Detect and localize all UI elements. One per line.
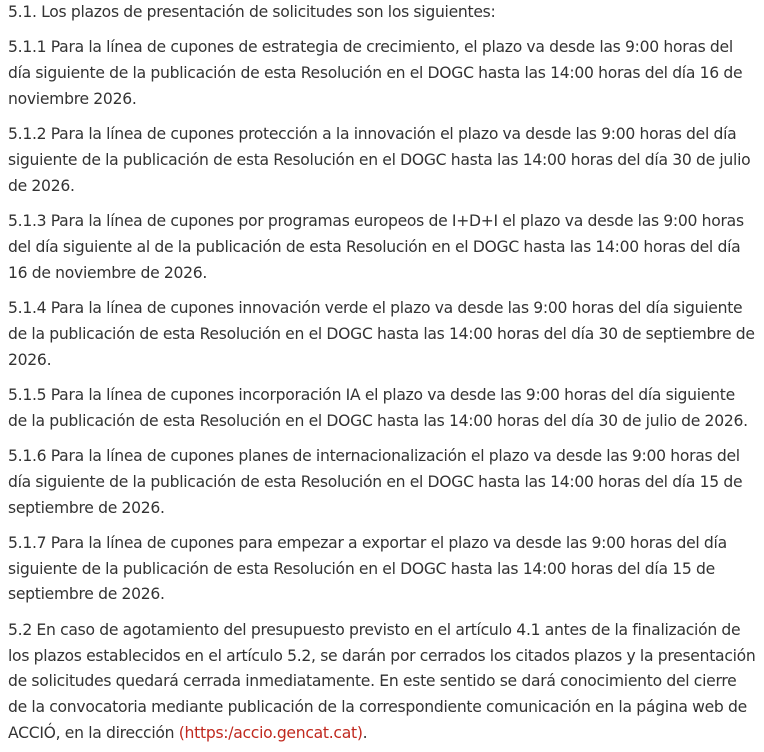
- item-5-1-2: 5.1.2 Para la línea de cupones protección a la innovación el plazo va desde las 9:00 horas del día siguiente de la publicación de esta Resolución en el DOGC hasta las 14:00 horas del día 30 de julio de 2026.: [8, 125, 751, 195]
- item-5-1-4: 5.1.4 Para la línea de cupones innovación verde el plazo va desde las 9:00 horas del día siguiente de la publicación de esta Resolución en el DOGC hasta las 14:00 horas del día 30 de septiembre de 2026.: [8, 298, 755, 369]
- item-5-1-3: 5.1.3 Para la línea de cupones por programas europeos de I+D+I el plazo va desde las 9:00 horas del día siguiente al de la publicación de esta Resolución en el DOGC hasta las 14:00 horas del día 16 de noviembre de 2026.: [8, 212, 744, 282]
- section-5-2-text: 5.2 En caso de agotamiento del presupuesto previsto en el artículo 4.1 antes de la finalización de los plazos establecidos en el artículo 5.2, se darán por cerrados los citados plazos y la presentación de solicitudes quedará cerrada inmediatamente. En este sentido se dará conocimiento del cierre de la convocatoria mediante publicación de la correspondiente comunicación en la página web de ACCIÓ, en la dirección: [8, 620, 756, 742]
- item-5-1-5: 5.1.5 Para la línea de cupones incorporación IA el plazo va desde las 9:00 horas del día siguiente de la publicación de esta Resolución en el DOGC hasta las 14:00 horas del día 30 de julio de 2026.: [8, 385, 748, 430]
- accio-website-link[interactable]: (https:/accio.gencat.cat): [178, 723, 363, 742]
- section-5-2-end: .: [362, 723, 368, 742]
- section-5-1-intro: 5.1. Los plazos de presentación de solicitudes son los siguientes:: [8, 3, 496, 21]
- section-5-2-paragraph: [8, 618, 756, 747]
- item-5-1-1: 5.1.1 Para la línea de cupones de estrategia de crecimiento, el plazo va desde las 9:00 horas del día siguiente de la publicación de esta Resolución en el DOGC hasta las 14:00 horas del día 16 de noviembre 2026.: [8, 38, 743, 108]
- item-5-1-6: 5.1.6 Para la línea de cupones planes de internacionalización el plazo va desde las 9:00 horas del día siguiente de la publicación de esta Resolución en el DOGC hasta las 14:00 horas del día 15 de septiembre de 2026.: [8, 446, 743, 517]
- item-5-1-7: 5.1.7 Para la línea de cupones para empezar a exportar el plazo va desde las 9:00 horas del día siguiente de la publicación de esta Resolución en el DOGC hasta las 14:00 horas del día 15 de septiembre de 2026.: [8, 533, 727, 604]
